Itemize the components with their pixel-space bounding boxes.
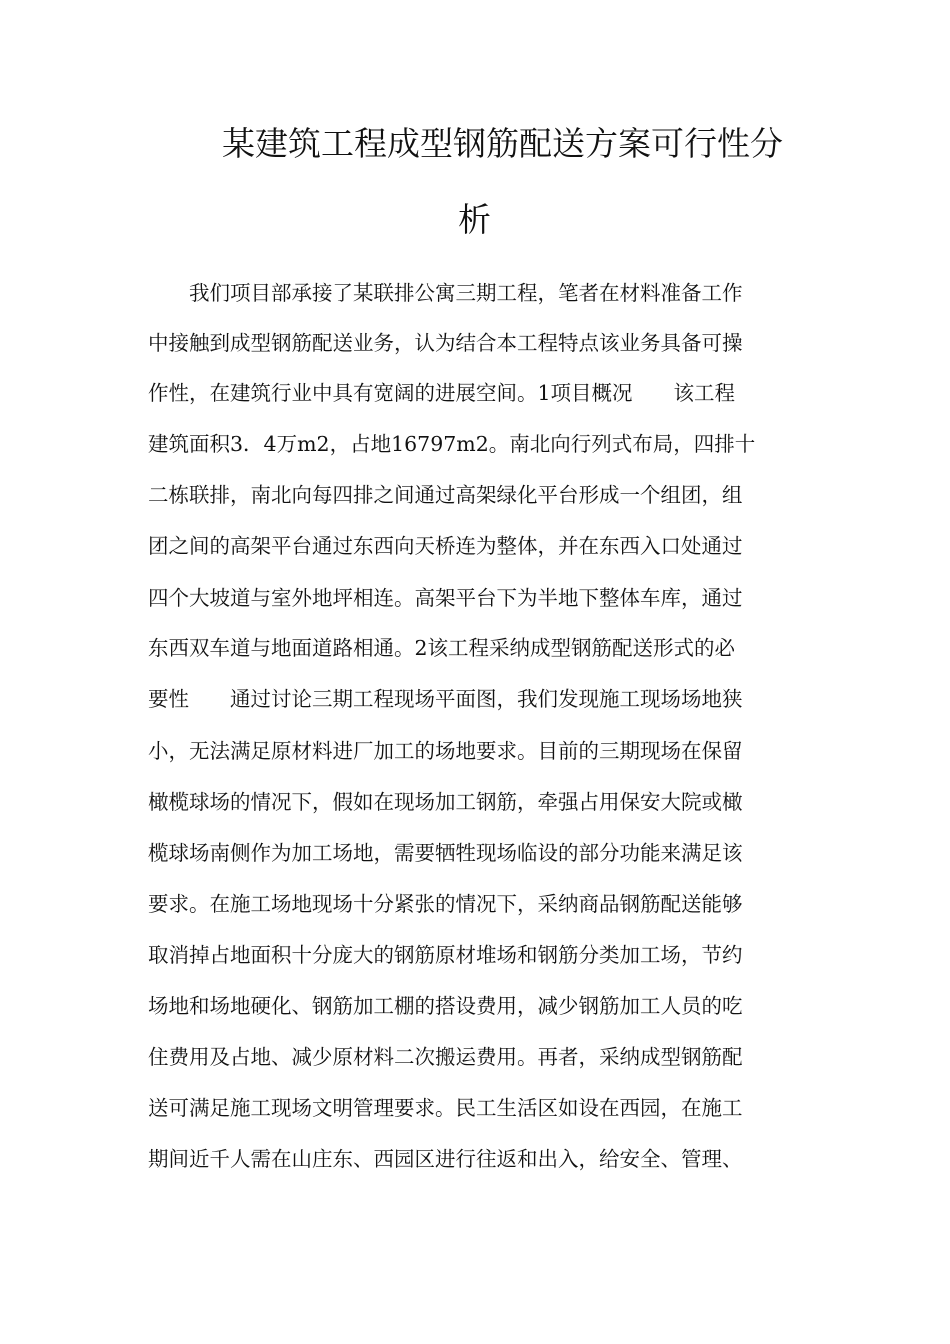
body-line: 东西双车道与地面道路相通。2该工程采纳成型钢筋配送形式的必 [148,636,736,660]
body-line: 小，无法满足原材料进厂加工的场地要求。目前的三期现场在保留 [148,739,743,763]
body-line: 建筑面积3．4万m2，占地16797m2。南北向行列式布局，四排十 [148,432,756,456]
body-line: 作性，在建筑行业中具有宽阔的进展空间。1项目概况 该工程 [148,381,736,405]
body-line: 要求。在施工场地现场十分紧张的情况下，采纳商品钢筋配送能够 [148,892,743,916]
body-line: 场地和场地硬化、钢筋加工棚的搭设费用，减少钢筋加工人员的吃 [148,994,743,1018]
body-line: 我们项目部承接了某联排公寓三期工程，笔者在材料准备工作 [148,281,743,305]
body-line: 榄球场南侧作为加工场地，需要牺牲现场临设的部分功能来满足该 [148,841,743,865]
body-line: 二栋联排，南北向每四排之间通过高架绿化平台形成一个组团，组 [148,483,743,507]
body-line: 住费用及占地、减少原材料二次搬运费用。再者，采纳成型钢筋配 [148,1045,743,1069]
body-line: 中接触到成型钢筋配送业务，认为结合本工程特点该业务具备可操 [148,331,743,355]
body-line: 四个大坡道与室外地坪相连。高架平台下为半地下整体车库，通过 [148,586,743,610]
body-line: 要性 通过讨论三期工程现场平面图，我们发现施工现场场地狭 [148,687,743,711]
body-line: 团之间的高架平台通过东西向天桥连为整体，并在东西入口处通过 [148,534,743,558]
body-line: 期间近千人需在山庄东、西园区进行往返和出入，给安全、管理、 [148,1147,743,1171]
body-line: 橄榄球场的情况下，假如在现场加工钢筋，牵强占用保安大院或橄 [148,790,743,814]
document-title-line-2: 析 [458,200,491,239]
body-line: 取消掉占地面积十分庞大的钢筋原材堆场和钢筋分类加工场，节约 [148,943,743,967]
document-title-line-1: 某建筑工程成型钢筋配送方案可行性分 [222,124,783,163]
body-line: 送可满足施工现场文明管理要求。民工生活区如设在西园，在施工 [148,1096,743,1120]
